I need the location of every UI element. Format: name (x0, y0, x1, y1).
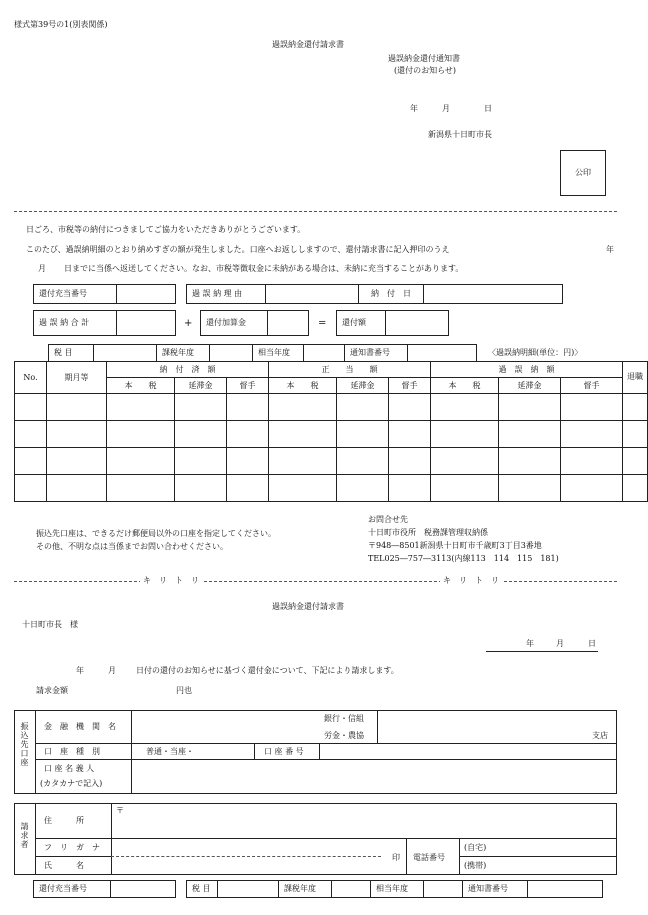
cut-label-left: キ リ ト リ (140, 576, 202, 586)
phone-label: 電話番号 (413, 853, 445, 862)
footer-refund-number-label: 還付充当番号 (33, 880, 111, 898)
tax-item-field[interactable] (93, 344, 157, 362)
footer-refund-number-field[interactable] (110, 880, 176, 898)
notice-line-2: このたび、過誤納明細のとおり納めすぎの額が発生しました。口座へお返ししますので、還付請求書に記入押印のうえ (26, 245, 450, 254)
footer-applicable-year-label: 相当年度 (370, 880, 424, 898)
amount-label: 請求金額 (36, 686, 68, 695)
cut-line (14, 581, 617, 582)
notice-line-2-year: 年 (606, 245, 614, 254)
institution-label: 金 融 機 関 名 (44, 722, 116, 731)
equals-sign: = (318, 318, 327, 329)
footer-tax-item-label: 税 目 (186, 880, 218, 898)
col-overpaid-principal: 本 税 (431, 378, 499, 394)
official-seal-label: 公印 (575, 168, 591, 177)
footer-tax-year-field[interactable] (331, 880, 371, 898)
body-text: 日付の還付のお知らせに基づく還付金について、下記により請求します。 (136, 666, 399, 675)
account-number-field[interactable] (319, 743, 617, 760)
refund-amount-label: 還付額 (336, 310, 386, 336)
footer-tax-year-label: 課税年度 (278, 880, 332, 898)
payment-date-label: 納 付 日 (358, 284, 424, 304)
date-day: 日 (484, 104, 492, 113)
tax-item-label: 税 目 (48, 344, 94, 362)
contact-note-1: 振込先口座は、できるだけ郵便局以外の口座を指定してください。 (36, 529, 276, 538)
body-year: 年 (76, 666, 84, 675)
unit-note: 〈過誤納明細(単位：円)〉 (488, 348, 583, 357)
applicable-year-label: 相当年度 (252, 344, 304, 362)
tax-year-field[interactable] (209, 344, 253, 362)
request-title: 過誤納金還付請求書 (272, 602, 344, 611)
bank-types-1: 銀行・信組 (324, 714, 364, 723)
table-row (15, 448, 648, 475)
claimant-side-label: 請求者 (20, 822, 29, 849)
col-paid-reminder: 督手 (227, 378, 269, 394)
table-row (15, 421, 648, 448)
notice-number-label: 通知書番号 (344, 344, 408, 362)
contact-tel: TEL025―757―3113(内線113 114 115 181) (368, 554, 559, 563)
col-overpaid-delinquency: 延滞金 (499, 378, 561, 394)
contact-note-2: その他、不明な点は当係までお問い合わせください。 (36, 542, 228, 551)
notice-number-field[interactable] (407, 344, 477, 362)
postal-mark: 〒 (116, 806, 124, 815)
date-year: 年 (410, 104, 418, 113)
name-label: 氏 名 (44, 861, 84, 870)
katakana-note: (カタカナで記入) (40, 779, 103, 788)
contact-heading: お問合せ先 (368, 515, 408, 524)
notice-line-1: 日ごろ、市税等の納付につきましてご協力をいただきありがとうございます。 (26, 225, 306, 234)
overpay-total-field[interactable] (116, 310, 176, 336)
address-field[interactable] (111, 803, 617, 839)
account-type-label: 口 座 種 別 (44, 747, 100, 756)
overpay-reason-field[interactable] (265, 284, 359, 304)
bank-side-label: 振込先口座 (20, 722, 29, 767)
col-overpaid-reminder: 督手 (561, 378, 623, 394)
tax-year-label: 課税年度 (156, 344, 210, 362)
seal-mark: 印 (392, 853, 400, 862)
table-row (15, 394, 648, 421)
account-type-options: 普通・当座・ (146, 747, 194, 756)
phone-mobile-label: (携帯) (464, 861, 487, 870)
notice-line-3: 日までに当係へ返送してください。なお、市税等徴収金に未納がある場合は、未納に充当することがあります。 (64, 264, 464, 273)
request-date-year: 年 (526, 639, 534, 648)
refund-amount-field[interactable] (385, 310, 449, 336)
group-overpaid: 過 誤 納 額 (431, 362, 623, 378)
cut-label-right: キ リ ト リ (440, 576, 502, 586)
bank-types-2: 労金・農協 (324, 731, 364, 740)
institution-field[interactable] (131, 710, 617, 744)
amount-unit: 円也 (176, 686, 192, 695)
account-holder-field[interactable] (131, 759, 617, 794)
table-row (15, 475, 648, 502)
account-number-label: 口 座 番 号 (264, 747, 304, 756)
notice-subtitle: (還付のお知らせ) (394, 66, 457, 75)
detail-table (14, 361, 648, 502)
footer-notice-number-label: 通知書番号 (462, 880, 528, 898)
col-retirement: 退職 (623, 362, 648, 394)
refund-addition-field[interactable] (267, 310, 309, 336)
request-addressee: 十日町市長 様 (22, 620, 78, 629)
body-month: 月 (108, 666, 116, 675)
col-correct-principal: 本 税 (269, 378, 337, 394)
furigana-label: フ リ ガ ナ (44, 843, 100, 852)
group-paid: 納 付 済 額 (107, 362, 269, 378)
plus-sign: + (184, 318, 193, 329)
official-seal-box (560, 150, 606, 196)
request-title-top: 過誤納金還付請求書 (272, 40, 344, 49)
footer-applicable-year-field[interactable] (423, 880, 463, 898)
refund-addition-label: 還付加算金 (200, 310, 268, 336)
branch-label: 支店 (592, 731, 608, 740)
issuer-name: 新潟県十日町市長 (428, 130, 492, 139)
request-date-line (486, 639, 598, 652)
applicable-year-field[interactable] (303, 344, 345, 362)
footer-notice-number-field[interactable] (527, 880, 603, 898)
col-paid-principal: 本 税 (107, 378, 175, 394)
refund-number-label: 還付充当番号 (33, 284, 117, 304)
col-correct-reminder: 督手 (389, 378, 431, 394)
phone-home-label: (自宅) (464, 843, 487, 852)
request-date-day: 日 (588, 639, 596, 648)
account-holder-label: 口 座 名 義 人 (44, 764, 95, 773)
col-no: No. (15, 362, 47, 394)
notice-title: 過誤納金還付通知書 (388, 54, 460, 63)
institution-divider (377, 710, 378, 744)
furigana-divider (111, 856, 381, 857)
group-correct: 正 当 額 (269, 362, 431, 378)
col-period: 期月等 (47, 362, 107, 394)
divider-top (14, 211, 617, 212)
footer-tax-item-field[interactable] (217, 880, 279, 898)
date-month: 月 (442, 104, 450, 113)
address-label: 住 所 (44, 816, 84, 825)
contact-office: 十日町市役所 税務課管理収納係 (368, 528, 488, 537)
request-date-month: 月 (556, 639, 564, 648)
refund-number-field[interactable] (116, 284, 176, 304)
col-correct-delinquency: 延滞金 (337, 378, 389, 394)
form-number: 様式第39号の1(別表関係) (14, 20, 108, 29)
notice-line-3-month: 月 (38, 264, 46, 273)
col-paid-delinquency: 延滞金 (175, 378, 227, 394)
overpay-total-label: 過 誤 納 合 計 (33, 310, 117, 336)
contact-address: 〒948―8501新潟県十日町市千歳町3丁目3番地 (368, 541, 542, 550)
overpay-reason-label: 過 誤 納 理 由 (186, 284, 266, 304)
payment-date-field[interactable] (423, 284, 563, 304)
